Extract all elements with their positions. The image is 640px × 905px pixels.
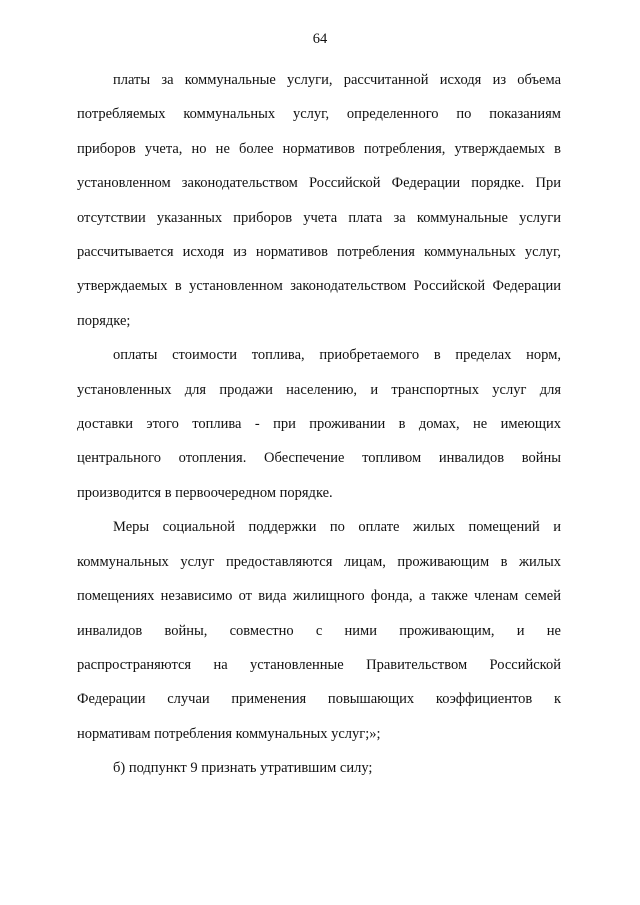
text-line: помещениях независимо от вида жилищного фонда, а также членам семей [77,588,561,605]
text-line: центрального отопления. Обеспечение топливом инвалидов войны [77,450,561,467]
text-line: производится в первоочередном порядке. [77,484,333,501]
paragraph-subclause-repeal [77,751,561,785]
text-line: коммунальных услуг предоставляются лицам, проживающим в жилых [77,553,561,570]
page-number: 64 [312,31,328,47]
document-body [77,63,561,786]
text-line: утверждаемых в установленном законодательством Российской Федерации [77,278,561,295]
paragraph-social-support [77,510,561,751]
text-line: отсутствии указанных приборов учета плата за коммунальные услуги [77,209,561,226]
text-line: оплаты стоимости топлива, приобретаемого в пределах норм, [113,347,561,364]
text-line: Меры социальной поддержки по оплате жилых помещений и [113,519,561,536]
text-line: установленном законодательством Российской Федерации порядке. При [77,175,561,192]
text-line: нормативам потребления коммунальных услуг;»; [77,725,381,742]
text-line: рассчитывается исходя из нормативов потребления коммунальных услуг, [77,244,561,261]
text-line: установленных для продажи населению, и транспортных услуг для [77,381,561,398]
text-line: платы за коммунальные услуги, рассчитанной исходя из объема [113,72,561,88]
text-line: порядке; [77,312,131,329]
paragraph-fuel-costs [77,338,561,510]
paragraph-utility-payments [77,63,561,338]
text-line: приборов учета, но не более нормативов потребления, утверждаемых в [77,140,561,157]
text-line: распространяются на установленные Правительством Российской [77,656,561,673]
text-line: потребляемых коммунальных услуг, определенного по показаниям [77,106,561,123]
text-line: Федерации случаи применения повышающих коэффициентов к [77,691,561,708]
text-line: доставки этого топлива - при проживании в домах, не имеющих [77,416,561,433]
text-line: инвалидов войны, совместно с ними проживающим, и не [77,622,561,639]
text-line: б) подпункт 9 признать утратившим силу; [113,760,373,777]
